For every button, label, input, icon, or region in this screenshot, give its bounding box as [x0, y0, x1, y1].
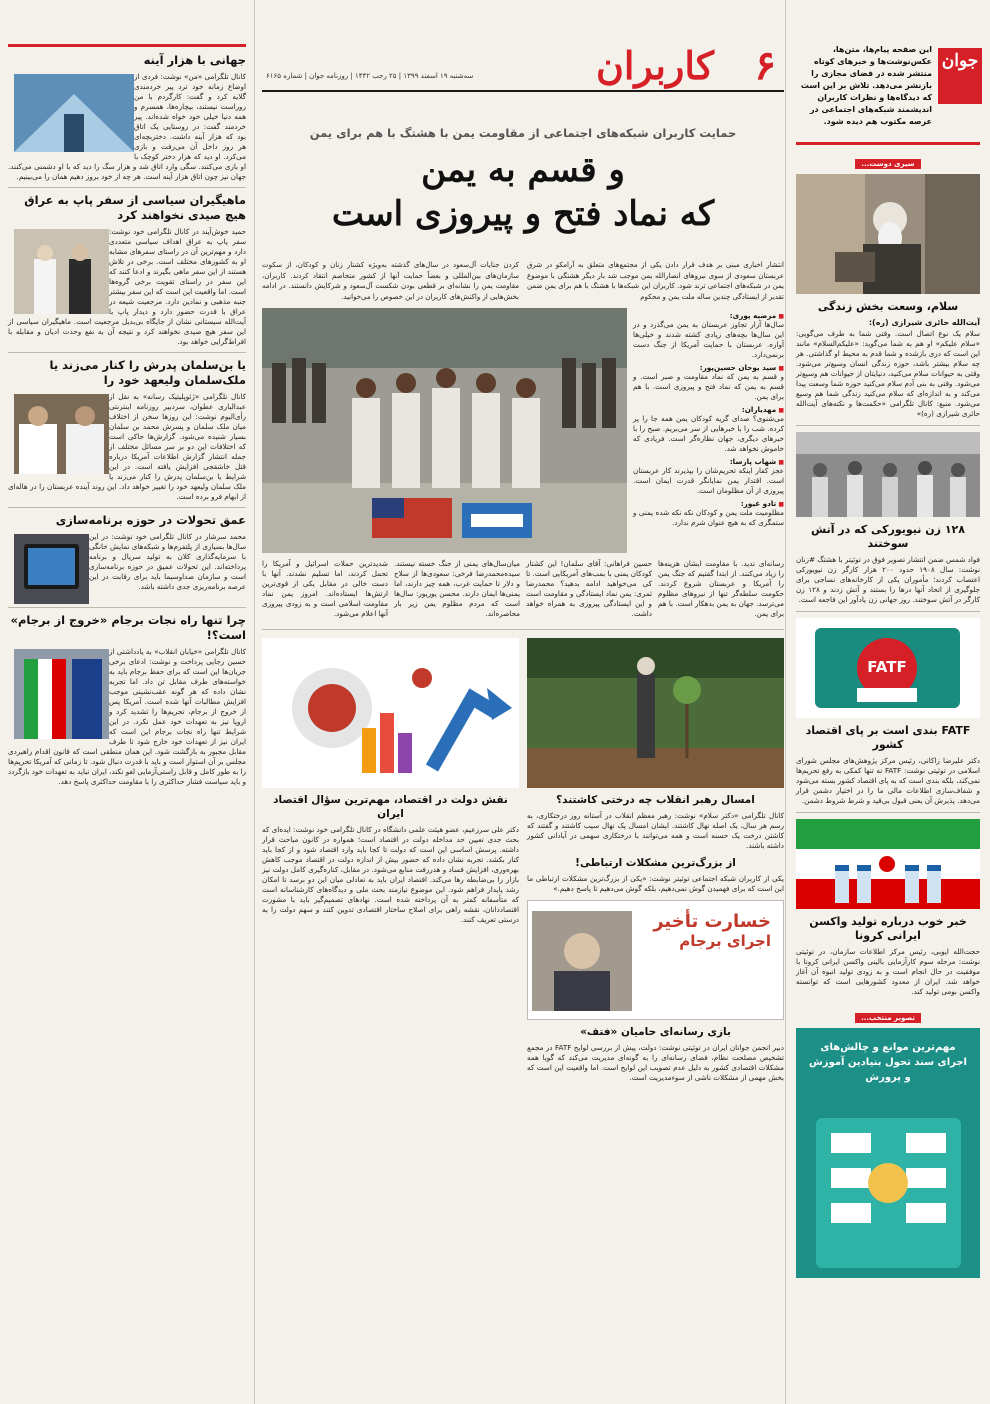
pope-visit-photo	[14, 229, 109, 314]
story-body: دکتر علیرضا زاکانی، رئیس مرکز پژوهش‌های مجلس شورای اسلامی در توئیتی نوشت: FATF نه تنها کمکی به رفع تحریم‌ها نمی‌کند، بلکه بندی است که به پای اقتصاد کشور بسته می‌شود و شفاف‌سازی اطلاعات مالی ما را در اختیار دشمن قرار می‌دهد. پذیرش آن یعنی قبول بی‌قید و شرط شروط دشمن.	[796, 756, 981, 805]
story-headline: ماهیگیران سیاسی از سفر پاپ به عراق هیچ صیدی نخواهند کرد	[24, 193, 246, 222]
section-kicker: سیری دوست...	[855, 159, 920, 169]
bottom-stories	[262, 629, 784, 1083]
story-body: کانال تلگرامی «دکتر سلام» نوشت: رهبر معظم انقلاب در آستانه روز درختکاری، به رسم هر سال، یک اصله نهال کاشتند. ایشان امسال یک نهال سیب کاشتند و گفتند که کاشتن درخت یک حسنه است و همه می‌توانند با درختکاری سهمی در آبادانی کشور داشته باشند.	[527, 811, 784, 850]
divider	[796, 142, 980, 145]
fatf-photo	[796, 618, 980, 718]
quote-column: حسین فراهانی: آقای سلمان! این کشتار کودکان یمنی با بمب‌های آمریکایی است. تا کی می‌خواهید ادامه بدهید؟ محمدرضا ثمری: یمن نماد ایستادگی و مقاومت است و این ایستادگی پیروزی به همراه خواهد داشت.	[526, 559, 652, 618]
story-headline: سلام، وسعت بخش زندگی	[817, 300, 959, 313]
story-body: یکی از کاربران شبکه اجتماعی توئیتر نوشت: «یکی از بزرگ‌ترین مشکلات ارتباطی ما این است که برای فهمیدن گوش نمی‌دهیم، بلکه گوش می‌دهیم تا پاسخ دهیم.»	[527, 874, 784, 893]
story-body: کانال تلگرامی «خیابان انقلاب» به یادداشتی از حسین رجایی پرداخت و نوشت: ادعای برخی جریان‌ها این است که برای حفظ برجام باید به خواسته‌های طرف مقابل تن داد. اما تجربه نشان داده که هر گونه عقب‌نشینی موجب افزایش مطالبات آنها شده است. آمریکا پس از خروج از برجام، تحریم‌ها را تشدید کرد و اروپا نیز به تعهدات خود عمل نکرد. در این شرایط تنها راه نجات برجام این است که ایران نیز از تعهدات خود خارج شود تا طرف مقابل مجبور به بازگشت شود. این همان منطقی است که قانون اقدام راهبردی مجلس بر آن استوار است و باید با قدرت دنبال شود. تا زمانی که آمریکا تحریم‌ها را به طور کامل و قابل راستی‌آزمایی لغو نکند، ایران نباید به تعهدات خود بازگردد و باید سیاست فشار حداکثری را با مقاومت حداکثری پاسخ دهد.	[8, 647, 246, 786]
poster-graphic	[796, 1098, 980, 1278]
lead-paragraph: کردن جنایات آل‌سعود در سال‌های گذشته به‌ویژه کشتار زنان و کودکان، از سکوت سازمان‌های بین‌المللی و بعضاً حمایت آنها از کشور متخاصم انتقاد کردند. کاربران، مقاومت یمن را نشانه‌ای بر قطعی بودن شکست آل‌سعود و شرکایش دانستند. در ادامه بخش‌هایی از واکنش‌های کاربران در این خصوص را می‌خوانید.	[262, 261, 519, 301]
vaccine-image	[796, 819, 980, 909]
poster-title: خسارت تأخیر	[653, 911, 771, 932]
flags-image	[14, 649, 109, 739]
divider	[8, 352, 246, 353]
economy-illustration	[262, 638, 519, 788]
yemen-protest-photo	[262, 308, 627, 553]
quote-item: ■ شهاب پارسا: عجز کفار اینکه تحریم‌شان را بپذیرند کار عربستان است. اقتدار یمن نمایانگر قدرت ایمان است. پیروزی از آن مظلومان است.	[633, 457, 784, 496]
story-headline: جهانی با هزار آینه	[143, 53, 246, 67]
story-byline: آیت‌الله حائری شیرازی (ره):	[868, 318, 980, 327]
lead-paragraph: انتشار اخباری مبنی بر هدف قرار دادن یکی از مجتمع‌های متعلق به آرامکو در شرق عربستان سعودی از سوی نیروهای انصارالله یمن موجب شد بار دیگر هشتگی با موضوع یمن در شبکه‌های اجتماعی ترند شود. کاربران این شبکه‌ها با هشتگ با هم برای یمن ضمن تقدیر از ایستادگی چندین ساله ملت یمن و محکوم	[527, 261, 784, 301]
lead-headline	[262, 148, 784, 236]
saudi-royals-photo	[14, 394, 109, 474]
tree-planting-image	[527, 638, 784, 788]
story-body: کانال تلگرامی «ژئوپلیتیک رسانه» به نقل از عبدالباری عطوان، سردبیر روزنامه اینترنتی رأی‌الیوم نوشت: این روزها سخن از اختلاف میان ملک سلمان و پسرش محمد بن سلمان بسیار شنیده می‌شود. گزارش‌ها حاکی است که اختلافات این دو بر سر مسائل مختلف از جمله انتشار گزارش اطلاعات آمریکا درباره قتل خاشقجی افزایش یافته است. در این شرایط یا بن‌سلمان پدرش را کنار می‌زند یا ملک سلمان ولیعهد خود را تغییر خواهد داد. این روند آینده عربستان را در هاله‌ای از ابهام فرو برده است.	[8, 392, 246, 501]
tree-planting-photo	[527, 638, 784, 788]
pope-visit-image	[14, 229, 109, 314]
story-body: دکتر علی سرزعیم، عضو هیئت علمی دانشگاه در کانال تلگرامی خود نوشت: ایده‌ای که بحث جدی تعیین حد مداخله دولت در اقتصاد است؛ همواره در کانون مباحث قرار داشته. پرسش اساسی این است که دولت تا کجا باید وارد اقتصاد شود و از کجا باید کنار بکشد. تجربه نشان داده که حضور بیش از اندازه دولت در اقتصاد موجب کاهش بهره‌وری، افزایش فساد و هدررفت منابع می‌شود. در مقابل، کناره‌گیری کامل دولت نیز بازار را بی‌ضابطه رها می‌کند. اقتصاد ایران باید به تعادلی میان این دو برسد تا امکان رشد پایدار فراهم شود. این موضوع نیازمند بحث ملی و دیدگاه‌های کارشناسانه است که متأسفانه کمتر به آن پرداخته شده است. نهادهای تصمیم‌گیر باید با مشورت اقتصاددانان، نقشه راهی برای اصلاح ساختار اقتصادی تدوین کنند و سهم دولت را به درستی تعریف کنند.	[262, 825, 519, 924]
story-headline: یا بن‌سلمان پدرش را کنار می‌زند یا ملک‌سلمان ولیعهد خود را	[49, 358, 246, 387]
bottom-story	[262, 638, 519, 1083]
section-kicker: تصویر منتخب...	[855, 1013, 921, 1023]
story-body: کانال تلگرامی «من» نوشت: فردی از اوضاع زمانه خود ترد پیر خردمندی گلایه کرد و گفت: کارگردم با من روراست نیستند، بیچاره‌ها، همسرم و همه دنیا خیلی خود خواه شده‌اند. پیر خردمند گفت: در روستایی یک اتاق بود که هزار آینه داشت. دختربچه‌ای هر روز داخل آن می‌رفت و بازی می‌کرد. او دید که هزار دختر کوچک با او بازی می‌کنند. سگی وارد اتاق شد و هزار سگ را دید که با او دشمنی می‌کنند. جهان نیز چون اتاق هزار آینه است. هر چه از خود بروز دهیم همان را می‌بینیم.	[8, 72, 246, 181]
poster-text: مهم‌ترین موانع و چالش‌های اجرای سند تحول بنیادین آموزش و پرورش	[809, 1042, 967, 1083]
story-body: فواد شمس ضمن انتشار تصویر فوق در توئیتر با هشتگ #زنان نوشت: سال ۱۹۰۸ حدود ۲۰۰ هزار کارگر زن نیویورکی اعتصاب کردند؛ مأموران یکی از کارخانه‌های نساجی برای جلوگیری از اتحاد آنها درها را بستند و آتش زدند و ۱۲۸ زن کارگر در آتش سوختند. روز جهانی زن یادآور این فاجعه است.	[796, 555, 980, 604]
yemen-protest-image	[262, 308, 627, 553]
divider	[8, 44, 246, 47]
story-body: محمد سرشار در کانال تلگرامی خود نوشت: در این سال‌ها بسیاری از پلتفرم‌ها و شبکه‌های نمایش خانگی با سرمایه‌گذاری کلان به تولید سریال و برنامه پرداخته‌اند. این تحولات عمیق در حوزه برنامه‌سازی است و سازمان صداوسیما باید برای رقابت در این عرصه برنامه‌ریزی جدی داشته باشد.	[89, 532, 246, 591]
lead-kicker: حمایت کاربران شبکه‌های اجتماعی از مقاومت یمن با هشتگ با هم برای یمن	[309, 126, 737, 140]
tablet-image	[14, 534, 89, 604]
mirror-hall-photo	[14, 74, 134, 152]
quote-item: ■ مرضیه پوری: سال‌ها آزار تجاوز عربستان به یمن می‌گذرد و در این سال‌ها بچه‌های زیادی کشته شدند و خیلی‌ها آواره. عربستان با حمایت آمریکا از جنگ دست برنمی‌دارد.	[633, 311, 784, 360]
cleric-photo-image	[796, 174, 980, 294]
story-headline: ۱۲۸ زن نیویورکی که در آتش سوختند	[811, 523, 965, 550]
cleric-photo	[796, 174, 980, 294]
divider	[8, 607, 246, 608]
quote-item: ■ تادو غیور: مظلومیت ملت یمن و کودکان نکه نکه شده یمنی و ستمگری که به هیچ عنوان شرم ندارد.	[633, 499, 784, 528]
divider	[8, 187, 246, 188]
story-headline: نقش دولت در اقتصاد، مهم‌ترین سؤال اقتصاد ایران	[273, 794, 508, 820]
quote-column: شدیدترین حملات اسرائیل و آمریکا را تحمل کردند، اما تسلیم نشدند. آنها با دست خالی در مقابل یکی از قوی‌ترین ارتش‌ها ایستاده‌اند. امروز یمن نماد مقاومت اسلامی است و به زودی پیروزی آنها اعلام می‌شود.	[262, 559, 388, 618]
vaccine-photo	[796, 819, 980, 909]
education-poster	[796, 1028, 980, 1278]
section-title: کاربران	[595, 43, 714, 88]
svg-text:FATF: FATF	[867, 658, 907, 676]
masthead	[262, 42, 784, 92]
bottom-story	[527, 638, 784, 1083]
story-headline: امسال رهبر انقلاب چه درختی کاشتند؟	[556, 794, 755, 806]
quote-item: ■ مهدیاران: می‌شنوی؟ صدای گریه کودکان یمن همه جا را پر کرده. شب را با خبرهایی از سر می‌بریم. صبح را با خبرهای دیگری، جهان نظاره‌گر است. فریادی که خاموش نخواهد شد.	[633, 405, 784, 454]
story-body: حمید خوش‌آیند در کانال تلگرامی خود نوشت: سفر پاپ به عراق اهداف سیاسی متعددی دارد و مهم‌ترین آن در راستای سفرهای مشابه او به کشورهای مختلف است. برخی در تلاش هستند از این سفر ماهی بگیرند و ادعا کنند که این سفر در راستای تقویت برخی گروه‌ها است. اما واقعیت این است که این سفر بیشتر جنبه مذهبی و نمادین دارد. مرجعیت شیعه در عراق با قدرت حضور دارد و دیدار پاپ با آیت‌الله سیستانی نشان از جایگاه بی‌بدیل مرجعیت است. ماهیگیران سیاسی از این سفر هیچ صیدی نخواهند کرد و نتیجه آن به نفع وحدت ادیان و مقابله با افراط‌گرایی خواهد بود.	[8, 227, 246, 346]
saudi-royals-image	[14, 394, 109, 474]
economy-image	[262, 638, 519, 788]
poster-title: اجرای برجام	[679, 932, 771, 950]
divider	[8, 507, 246, 508]
quote-column: رسانه‌ای ندید. با مقاومت ایشان هزینه‌ها را زیاد می‌کنند. از ابتدا گفتیم که جنگ یمن را آمریکا و عربستان شروع کردند. حکومت سلطه‌گر تنها از نیروهای مظلوم می‌ترسد. جهان به یمن بدهکار است. با هم برای یمن.	[658, 559, 784, 618]
story-body: دبیر انجمن جوانان ایران در توئیتی نوشت: دولت، پیش از بررسی لوایح FATF در مجمع تشخیص مصلحت نظام، فضای رسانه‌ای را به گونه‌ای مدیریت می‌کند که گویا همه مشکلات اقتصادی کشور به دلیل عدم تصویب این لوایح است. اما واقعیت این است که بخش مهمی از مشکلات ناشی از سوءمدیریت است.	[527, 1043, 784, 1082]
quote-item: ■ سید یوحان حسین‌پور: و قسم به یمن که نماد مقاومت و صبر است. و قسم به یمن که نماد فتح و پیروزی است. با هم برای یمن.	[633, 363, 784, 402]
story-headline: چرا تنها راه نجات برجام «خروج از برجام» است؟!	[10, 613, 246, 642]
left-column	[0, 0, 255, 1404]
quote-columns	[262, 559, 784, 619]
factory-women-photo	[796, 432, 980, 517]
lead-text	[262, 260, 784, 302]
quotes-column	[633, 308, 784, 553]
fatf-image	[796, 618, 980, 718]
jcpoa-poster	[527, 900, 784, 1020]
archive-photo-image	[796, 432, 980, 517]
story-headline: از بزرگ‌ترین مشکلات ارتباطی!	[575, 857, 736, 869]
story-headline: FATF بندی است بر پای اقتصاد کشور	[805, 724, 971, 751]
main-column	[262, 0, 784, 1404]
feature-block	[262, 308, 784, 553]
story-headline: بازی رسانه‌ای حامیان «فتف»	[580, 1026, 731, 1038]
page-number: ۶	[754, 42, 776, 89]
lead-headline-line1: و قسم به یمن	[421, 150, 625, 190]
quote-column: میان‌سال‌های یمنی از جنگ خسته نیستند. سیده‌محمدرضا فرخی: سعودی‌ها از سلاح و دلار تا حمایت غرب، همه چیز دارند، اما یمنی‌ها ایمان دارند. محسن پوریور: سال‌ها است که مردم مظلوم یمن زیر بار محاصره‌اند.	[394, 559, 520, 618]
newspaper-logo: جوان	[938, 48, 982, 104]
divider	[796, 425, 980, 426]
divider	[796, 611, 980, 612]
story-body: حجت‌الله ایوبی، رئیس مرکز اطلاعات سازمان، در توئیتی نوشت: مرحله سوم کارآزمایی بالینی واکسن ایرانی کرونا با موفقیت در حال انجام است و به زودی تولید انبوه آن آغاز خواهد شد. ایران از معدود کشورهایی است که توانسته واکسن بومی تولید کند.	[796, 947, 980, 996]
divider	[796, 812, 980, 813]
right-column	[785, 0, 990, 1404]
issue-info: سه‌شنبه ۱۹ اسفند ۱۳۹۹ | ۲۵ رجب ۱۴۴۲ | روزنامه جوان | شماره ۶۱۶۵	[266, 72, 474, 80]
tablet-photo	[14, 534, 89, 604]
story-headline: خبر خوب درباره تولید واکسن ایرانی کرونا	[809, 915, 967, 942]
mirror-hall-image	[14, 74, 134, 152]
story-headline: عمق تحولات در حوزه برنامه‌سازی	[55, 513, 246, 527]
page-intro: این صفحه پیام‌ها، متن‌ها، عکس‌نوشت‌ها و خبرهای کوتاه منتشر شده در فضای مجازی را بازنشر می‌دهد. تلاش بر این است که دیدگاه‌ها و نظرات کاربران اندیشمند شبکه‌های اجتماعی در عرصه مکتوب هم دیده شود.	[800, 45, 932, 126]
lead-headline-line2: که نماد فتح و پیروزی است	[331, 194, 715, 234]
flags-photo	[14, 649, 109, 739]
portrait-image	[532, 911, 632, 1011]
story-body: سلام یک نوع اتصال است. وقتی شما به طرف می‌گویی: «سلام علیکم» او هم به شما می‌گوید: «علیکم‌السلام» مانند این است که دری بازشده و شما قدم به محیط او گذاشتی. هر چه سلام بیشتر باشد، حوزه زندگی انسان وسیع‌تر می‌شود. وقتی به حیوانات سلام می‌کنید، دنیایتان از حیوانات هم وسیع‌تر می‌شود. وقتی به بنی آدم سلام می‌کنید حوزه شما وسعت پیدا می‌کند و به اندازه‌ای که سلام می‌کنید زندگی شما هم وسیع می‌شود. منبع: کانال تلگرامی «حکمت‌ها و نکته‌های آیت‌الله حائری شیرازی (ره)»	[796, 329, 980, 418]
